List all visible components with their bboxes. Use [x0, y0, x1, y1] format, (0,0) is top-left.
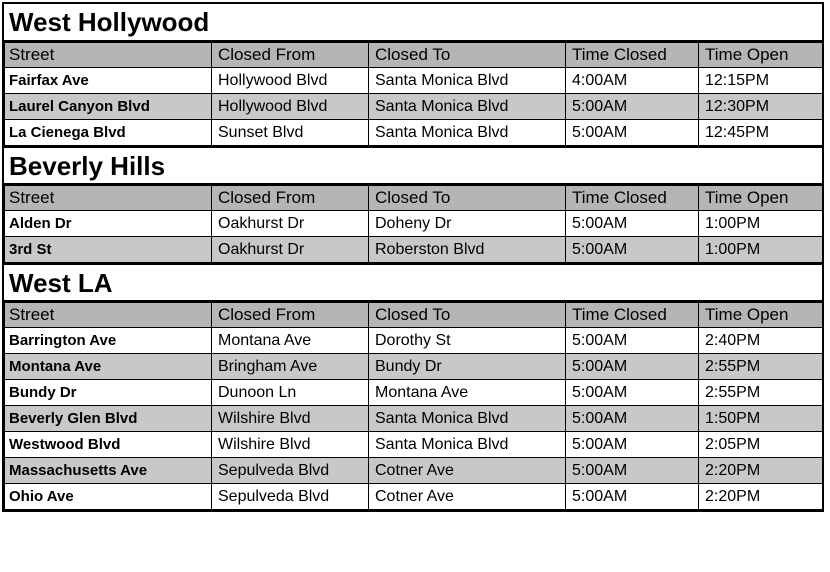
column-header-street: Street [5, 302, 212, 328]
time-open-cell: 2:20PM [699, 484, 823, 510]
column-header-closed-from: Closed From [212, 185, 369, 211]
table-row [5, 380, 823, 406]
closed-from-cell: Oakhurst Dr [212, 237, 369, 263]
section-beverly-hills [4, 146, 822, 263]
table-row [5, 94, 823, 120]
closed-from-cell: Wilshire Blvd [212, 406, 369, 432]
column-header-closed-to: Closed To [369, 302, 566, 328]
closed-from-cell: Hollywood Blvd [212, 68, 369, 94]
time-open-cell: 2:55PM [699, 354, 823, 380]
section-title: West Hollywood [4, 2, 822, 40]
closures-table [4, 183, 823, 263]
table-row [5, 354, 823, 380]
time-open-cell: 1:00PM [699, 211, 823, 237]
time-open-cell: 12:30PM [699, 94, 823, 120]
column-header-street: Street [5, 42, 212, 68]
time-closed-cell: 5:00AM [566, 211, 699, 237]
time-open-cell: 2:40PM [699, 328, 823, 354]
column-header-time-closed: Time Closed [566, 302, 699, 328]
table-header-row [5, 302, 823, 328]
street-cell: Barrington Ave [5, 328, 212, 354]
column-header-closed-from: Closed From [212, 42, 369, 68]
street-cell: Montana Ave [5, 354, 212, 380]
table-row [5, 432, 823, 458]
street-cell: Massachusetts Ave [5, 458, 212, 484]
table-row [5, 406, 823, 432]
street-cell: Westwood Blvd [5, 432, 212, 458]
road-closures-sheet [2, 2, 824, 512]
closed-from-cell: Montana Ave [212, 328, 369, 354]
street-cell: Alden Dr [5, 211, 212, 237]
closed-to-cell: Cotner Ave [369, 458, 566, 484]
closed-to-cell: Santa Monica Blvd [369, 432, 566, 458]
section-title: West LA [4, 263, 822, 300]
time-closed-cell: 5:00AM [566, 354, 699, 380]
closed-to-cell: Santa Monica Blvd [369, 68, 566, 94]
column-header-closed-to: Closed To [369, 185, 566, 211]
column-header-time-open: Time Open [699, 42, 823, 68]
closed-from-cell: Sepulveda Blvd [212, 458, 369, 484]
time-closed-cell: 5:00AM [566, 484, 699, 510]
time-closed-cell: 5:00AM [566, 120, 699, 146]
street-cell: Fairfax Ave [5, 68, 212, 94]
table-row [5, 211, 823, 237]
closed-to-cell: Dorothy St [369, 328, 566, 354]
time-open-cell: 2:05PM [699, 432, 823, 458]
table-header-row [5, 42, 823, 68]
time-closed-cell: 5:00AM [566, 432, 699, 458]
street-cell: Bundy Dr [5, 380, 212, 406]
closed-from-cell: Wilshire Blvd [212, 432, 369, 458]
column-header-time-closed: Time Closed [566, 42, 699, 68]
time-closed-cell: 5:00AM [566, 237, 699, 263]
time-closed-cell: 5:00AM [566, 406, 699, 432]
closed-to-cell: Santa Monica Blvd [369, 94, 566, 120]
time-open-cell: 1:00PM [699, 237, 823, 263]
column-header-closed-to: Closed To [369, 42, 566, 68]
column-header-time-open: Time Open [699, 185, 823, 211]
section-title: Beverly Hills [4, 146, 822, 183]
closed-from-cell: Dunoon Ln [212, 380, 369, 406]
time-open-cell: 1:50PM [699, 406, 823, 432]
time-open-cell: 12:45PM [699, 120, 823, 146]
column-header-time-closed: Time Closed [566, 185, 699, 211]
closures-table [4, 300, 823, 510]
closed-to-cell: Montana Ave [369, 380, 566, 406]
table-header-row [5, 185, 823, 211]
column-header-closed-from: Closed From [212, 302, 369, 328]
closures-table [4, 40, 823, 146]
table-row [5, 120, 823, 146]
column-header-street: Street [5, 185, 212, 211]
time-closed-cell: 5:00AM [566, 458, 699, 484]
closed-to-cell: Doheny Dr [369, 211, 566, 237]
street-cell: Beverly Glen Blvd [5, 406, 212, 432]
table-row [5, 237, 823, 263]
closed-to-cell: Cotner Ave [369, 484, 566, 510]
time-open-cell: 2:55PM [699, 380, 823, 406]
time-closed-cell: 5:00AM [566, 94, 699, 120]
table-row [5, 68, 823, 94]
table-row [5, 328, 823, 354]
closed-to-cell: Santa Monica Blvd [369, 406, 566, 432]
time-closed-cell: 5:00AM [566, 380, 699, 406]
section-west-hollywood [4, 2, 822, 146]
table-row [5, 484, 823, 510]
street-cell: Laurel Canyon Blvd [5, 94, 212, 120]
column-header-time-open: Time Open [699, 302, 823, 328]
closed-from-cell: Oakhurst Dr [212, 211, 369, 237]
closed-to-cell: Bundy Dr [369, 354, 566, 380]
table-row [5, 458, 823, 484]
closed-to-cell: Santa Monica Blvd [369, 120, 566, 146]
time-open-cell: 12:15PM [699, 68, 823, 94]
closed-from-cell: Sunset Blvd [212, 120, 369, 146]
closed-from-cell: Bringham Ave [212, 354, 369, 380]
street-cell: La Cienega Blvd [5, 120, 212, 146]
time-closed-cell: 4:00AM [566, 68, 699, 94]
section-west-la [4, 263, 822, 510]
time-open-cell: 2:20PM [699, 458, 823, 484]
time-closed-cell: 5:00AM [566, 328, 699, 354]
closed-from-cell: Hollywood Blvd [212, 94, 369, 120]
street-cell: Ohio Ave [5, 484, 212, 510]
closed-to-cell: Roberston Blvd [369, 237, 566, 263]
closed-from-cell: Sepulveda Blvd [212, 484, 369, 510]
street-cell: 3rd St [5, 237, 212, 263]
